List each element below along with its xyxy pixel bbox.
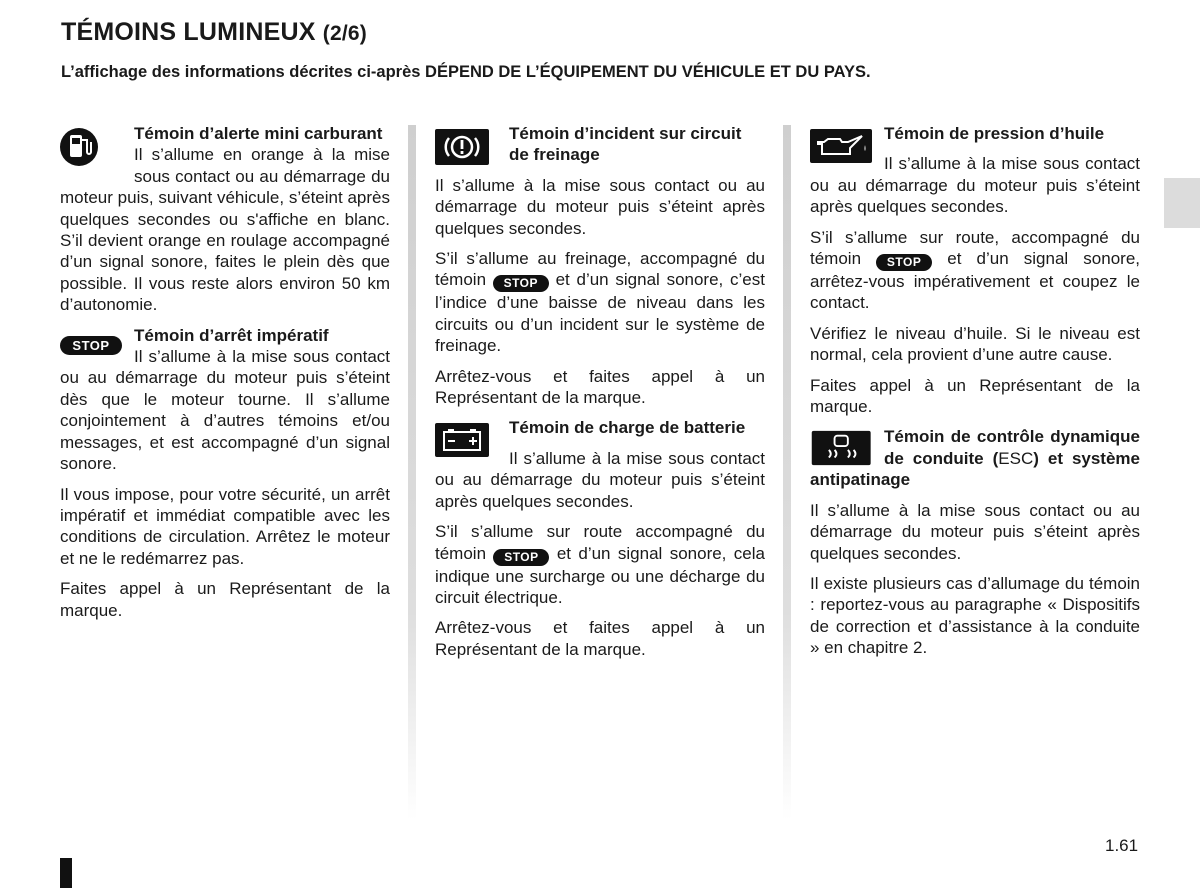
column-divider-2 xyxy=(783,125,791,820)
oil-pressure-heading: Témoin de pression d’huile xyxy=(884,124,1105,143)
oil-pressure-text-1: Il s’allume à la mise sous contact ou au démarrage du moteur puis s’éteint après quelques secondes. xyxy=(810,154,1140,217)
page-title xyxy=(61,18,367,47)
battery-warning-heading: Témoin de charge de batterie xyxy=(509,418,746,438)
battery-warning-text-3: Arrêtez-vous et faites appel à un Représentant de la marque. xyxy=(435,618,765,659)
fuel-warning-heading: Témoin d’alerte mini carburant xyxy=(134,124,383,143)
column-1 xyxy=(60,123,390,630)
section-oil-pressure xyxy=(810,123,1140,417)
brake-warning-text-3: Arrêtez-vous et faites appel à un Représentant de la marque. xyxy=(435,366,765,408)
page-title-suffix: (2/6) xyxy=(322,22,367,45)
section-stop-warning xyxy=(60,325,390,621)
stop-inline-icon: STOP xyxy=(493,549,549,566)
stop-warning-text-3: Faites appel à un Représentant de la marque. xyxy=(60,579,390,620)
brake-warning-heading: Témoin d’incident sur circuit de freinage xyxy=(509,124,742,165)
section-esc xyxy=(810,426,1140,658)
section-brake-warning xyxy=(435,123,765,408)
oil-pressure-text-2: S’il s’allume sur route, accompagné du témoin STOP et d’un signal sonore, arrêtez-vous impérativement et coupez le contact. xyxy=(810,227,1140,313)
stop-inline-icon: STOP xyxy=(493,275,549,292)
fuel-pump-icon xyxy=(60,126,130,166)
page-number: 1.61 xyxy=(1105,836,1139,855)
column-2 xyxy=(435,123,765,669)
section-fuel-warning xyxy=(60,123,390,316)
oil-can-icon xyxy=(810,126,880,166)
chapter-tab xyxy=(1164,178,1200,228)
column-divider-1 xyxy=(408,125,416,820)
page-title-main: TÉMOINS LUMINEUX xyxy=(61,18,316,46)
esc-text-1: Il s’allume à la mise sous contact ou au démarrage du moteur puis s’éteint après quelques secondes. xyxy=(810,500,1140,563)
section-battery-warning xyxy=(435,417,765,660)
battery-icon xyxy=(435,420,505,460)
stop-icon: STOP xyxy=(60,334,130,362)
column-3 xyxy=(810,123,1140,668)
esc-skid-icon xyxy=(810,429,880,467)
page-subtitle: L’affichage des informations décrites ci-après DÉPEND DE L’ÉQUIPEMENT DU VÉHICULE ET DU PAYS. xyxy=(61,63,871,81)
stop-warning-heading: Témoin d’arrêt impératif xyxy=(134,325,329,345)
stop-inline-icon: STOP xyxy=(876,254,932,271)
battery-warning-text-2: S’il s’allume sur route accompagné du témoin STOP et d’un signal sonore, cela indique une surcharge ou une décharge du circuit électrique. xyxy=(435,522,765,607)
esc-heading: Témoin de contrôle dynamique de conduite (ESC) et système antipatinage xyxy=(810,427,1140,490)
stop-warning-text-1: Il s’allume à la mise sous contact ou au démarrage du moteur puis s’éteint dès que le moteur tourne. Il s’allume conjointement à d’autres témoins et/ou messages, et est accompagné d’un signal sonore. xyxy=(60,347,390,474)
brake-warning-text-1: Il s’allume à la mise sous contact ou au démarrage du moteur puis s’éteint après quelques secondes. xyxy=(435,175,765,238)
fuel-warning-text: Il s’allume en orange à la mise sous contact ou au démarrage du moteur puis, suivant véhicule, s’éteint après quelques secondes ou s'affiche en blanc. S’il devient orange en roulage accompagné d’un signal sonore, faites le plein dès que possible. Il vous reste alors environ 50 km d’autonomie. xyxy=(60,145,390,315)
brake-warning-icon xyxy=(435,126,505,166)
oil-pressure-text-4: Faites appel à un Représentant de la marque. xyxy=(810,375,1140,417)
oil-pressure-text-3: Vérifiez le niveau d’huile. Si le niveau est normal, cela provient d’une autre cause. xyxy=(810,323,1140,365)
page-edge-marker xyxy=(60,858,72,888)
brake-warning-text-2: S’il s’allume au freinage, accompagné du témoin STOP et d’un signal sonore, c’est l’indice d’une baisse de niveau dans les circuits ou d’un incident sur le système de freinage. xyxy=(435,249,765,356)
stop-warning-text-2: Il vous impose, pour votre sécurité, un arrêt impératif et immédiat compatible avec les conditions de circulation. Arrêtez le moteur et ne le redémarrez pas. xyxy=(60,484,390,568)
battery-warning-text-1: Il s’allume à la mise sous contact ou au démarrage du moteur puis s’éteint après quelques secondes. xyxy=(435,448,765,511)
esc-text-2: Il existe plusieurs cas d’allumage du témoin : reportez-vous au paragraphe « Dispositifs de correction et d’assistance à la conduite » en chapitre 2. xyxy=(810,573,1140,658)
